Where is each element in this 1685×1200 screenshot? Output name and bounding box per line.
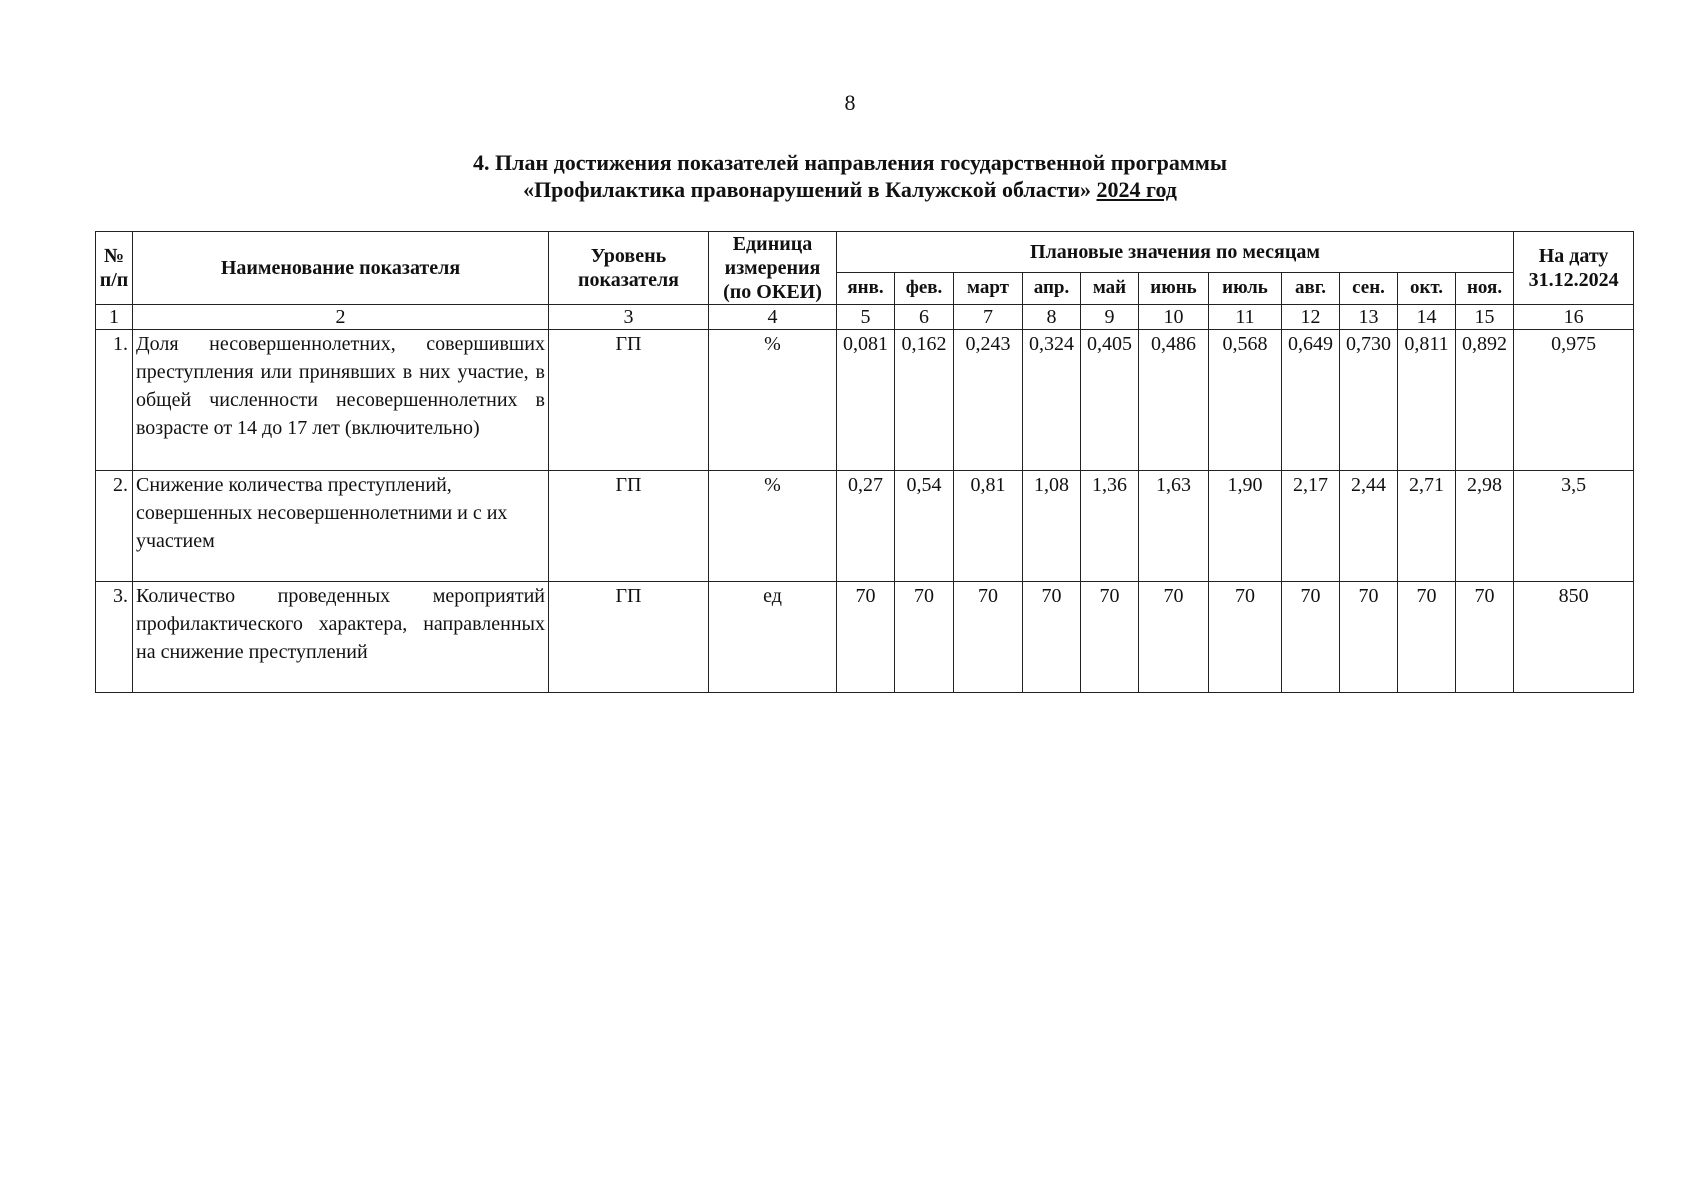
monthly-value: 0,405 bbox=[1081, 330, 1139, 471]
header-month: авг. bbox=[1282, 272, 1340, 304]
monthly-value: 0,54 bbox=[895, 471, 954, 582]
header-month: ноя. bbox=[1456, 272, 1514, 304]
year-end-value: 3,5 bbox=[1514, 471, 1634, 582]
monthly-value: 1,08 bbox=[1023, 471, 1081, 582]
header-year-end: На дату 31.12.2024 bbox=[1514, 232, 1634, 305]
column-index: 12 bbox=[1282, 305, 1340, 330]
column-index: 2 bbox=[133, 305, 549, 330]
column-index: 10 bbox=[1139, 305, 1209, 330]
monthly-value: 2,44 bbox=[1340, 471, 1398, 582]
monthly-value: 1,63 bbox=[1139, 471, 1209, 582]
column-index: 11 bbox=[1209, 305, 1282, 330]
section-title bbox=[0, 149, 1685, 203]
indicator-unit: % bbox=[709, 471, 837, 582]
monthly-value: 1,90 bbox=[1209, 471, 1282, 582]
monthly-value: 0,162 bbox=[895, 330, 954, 471]
header-month: сен. bbox=[1340, 272, 1398, 304]
monthly-value: 0,649 bbox=[1282, 330, 1340, 471]
column-index: 1 bbox=[96, 305, 133, 330]
column-index: 7 bbox=[954, 305, 1023, 330]
column-index: 3 bbox=[549, 305, 709, 330]
header-month: июль bbox=[1209, 272, 1282, 304]
column-index: 8 bbox=[1023, 305, 1081, 330]
monthly-value: 70 bbox=[1023, 582, 1081, 693]
header-month: янв. bbox=[837, 272, 895, 304]
monthly-value: 70 bbox=[895, 582, 954, 693]
page-number: 8 bbox=[844, 90, 856, 115]
column-index: 9 bbox=[1081, 305, 1139, 330]
indicator-level: ГП bbox=[549, 582, 709, 693]
header-plan-values: Плановые значения по месяцам bbox=[837, 232, 1514, 273]
title-year: 2024 год bbox=[1096, 177, 1177, 202]
monthly-value: 0,27 bbox=[837, 471, 895, 582]
title-program-name: «Профилактика правонарушений в Калужской области» bbox=[523, 177, 1091, 202]
header-num: № п/п bbox=[96, 232, 133, 305]
indicator-name: Снижение количества преступлений, совершенных несовершеннолетними и с их участием bbox=[133, 471, 549, 582]
monthly-value: 0,730 bbox=[1340, 330, 1398, 471]
indicator-name: Количество проведенных мероприятий профилактического характера, направленных на снижение преступлений bbox=[133, 582, 549, 693]
monthly-value: 2,98 bbox=[1456, 471, 1514, 582]
column-index: 4 bbox=[709, 305, 837, 330]
row-number: 3. bbox=[96, 582, 133, 693]
header-month: фев. bbox=[895, 272, 954, 304]
header-month: май bbox=[1081, 272, 1139, 304]
monthly-value: 70 bbox=[1456, 582, 1514, 693]
indicator-level: ГП bbox=[549, 330, 709, 471]
monthly-value: 70 bbox=[1139, 582, 1209, 693]
header-row-1 bbox=[96, 232, 1634, 273]
column-index: 6 bbox=[895, 305, 954, 330]
column-index: 5 bbox=[837, 305, 895, 330]
table-row bbox=[96, 330, 1634, 471]
monthly-value: 0,892 bbox=[1456, 330, 1514, 471]
year-end-value: 0,975 bbox=[1514, 330, 1634, 471]
row-number: 1. bbox=[96, 330, 133, 471]
header-month: апр. bbox=[1023, 272, 1081, 304]
header-month: окт. bbox=[1398, 272, 1456, 304]
indicator-level: ГП bbox=[549, 471, 709, 582]
indicator-name: Доля несовершеннолетних, совершивших преступления или принявших в них участие, в общей численности несовершеннолетних в возрасте от 14 до 17 лет (включительно) bbox=[133, 330, 549, 471]
header-month: март bbox=[954, 272, 1023, 304]
header-indicator-name: Наименование показателя bbox=[133, 232, 549, 305]
year-end-value: 850 bbox=[1514, 582, 1634, 693]
column-index: 16 bbox=[1514, 305, 1634, 330]
indicators-plan-table bbox=[95, 231, 1634, 693]
monthly-value: 2,17 bbox=[1282, 471, 1340, 582]
monthly-value: 70 bbox=[1081, 582, 1139, 693]
monthly-value: 0,324 bbox=[1023, 330, 1081, 471]
monthly-value: 1,36 bbox=[1081, 471, 1139, 582]
title-line-1: 4. План достижения показателей направления государственной программы bbox=[472, 150, 1227, 175]
monthly-value: 0,486 bbox=[1139, 330, 1209, 471]
column-index: 14 bbox=[1398, 305, 1456, 330]
header-unit: Единица измерения (по ОКЕИ) bbox=[709, 232, 837, 305]
monthly-value: 0,811 bbox=[1398, 330, 1456, 471]
monthly-value: 70 bbox=[954, 582, 1023, 693]
monthly-value: 0,081 bbox=[837, 330, 895, 471]
monthly-value: 0,568 bbox=[1209, 330, 1282, 471]
row-number: 2. bbox=[96, 471, 133, 582]
column-index: 15 bbox=[1456, 305, 1514, 330]
column-index-row bbox=[96, 305, 1634, 330]
table-row bbox=[96, 471, 1634, 582]
monthly-value: 70 bbox=[837, 582, 895, 693]
monthly-value: 0,81 bbox=[954, 471, 1023, 582]
header-level: Уровень показателя bbox=[549, 232, 709, 305]
monthly-value: 0,243 bbox=[954, 330, 1023, 471]
monthly-value: 70 bbox=[1209, 582, 1282, 693]
indicator-unit: % bbox=[709, 330, 837, 471]
monthly-value: 70 bbox=[1282, 582, 1340, 693]
table-row bbox=[96, 582, 1634, 693]
monthly-value: 2,71 bbox=[1398, 471, 1456, 582]
column-index: 13 bbox=[1340, 305, 1398, 330]
monthly-value: 70 bbox=[1398, 582, 1456, 693]
header-month: июнь bbox=[1139, 272, 1209, 304]
title-line-2 bbox=[0, 176, 1685, 203]
monthly-value: 70 bbox=[1340, 582, 1398, 693]
indicator-unit: ед bbox=[709, 582, 837, 693]
